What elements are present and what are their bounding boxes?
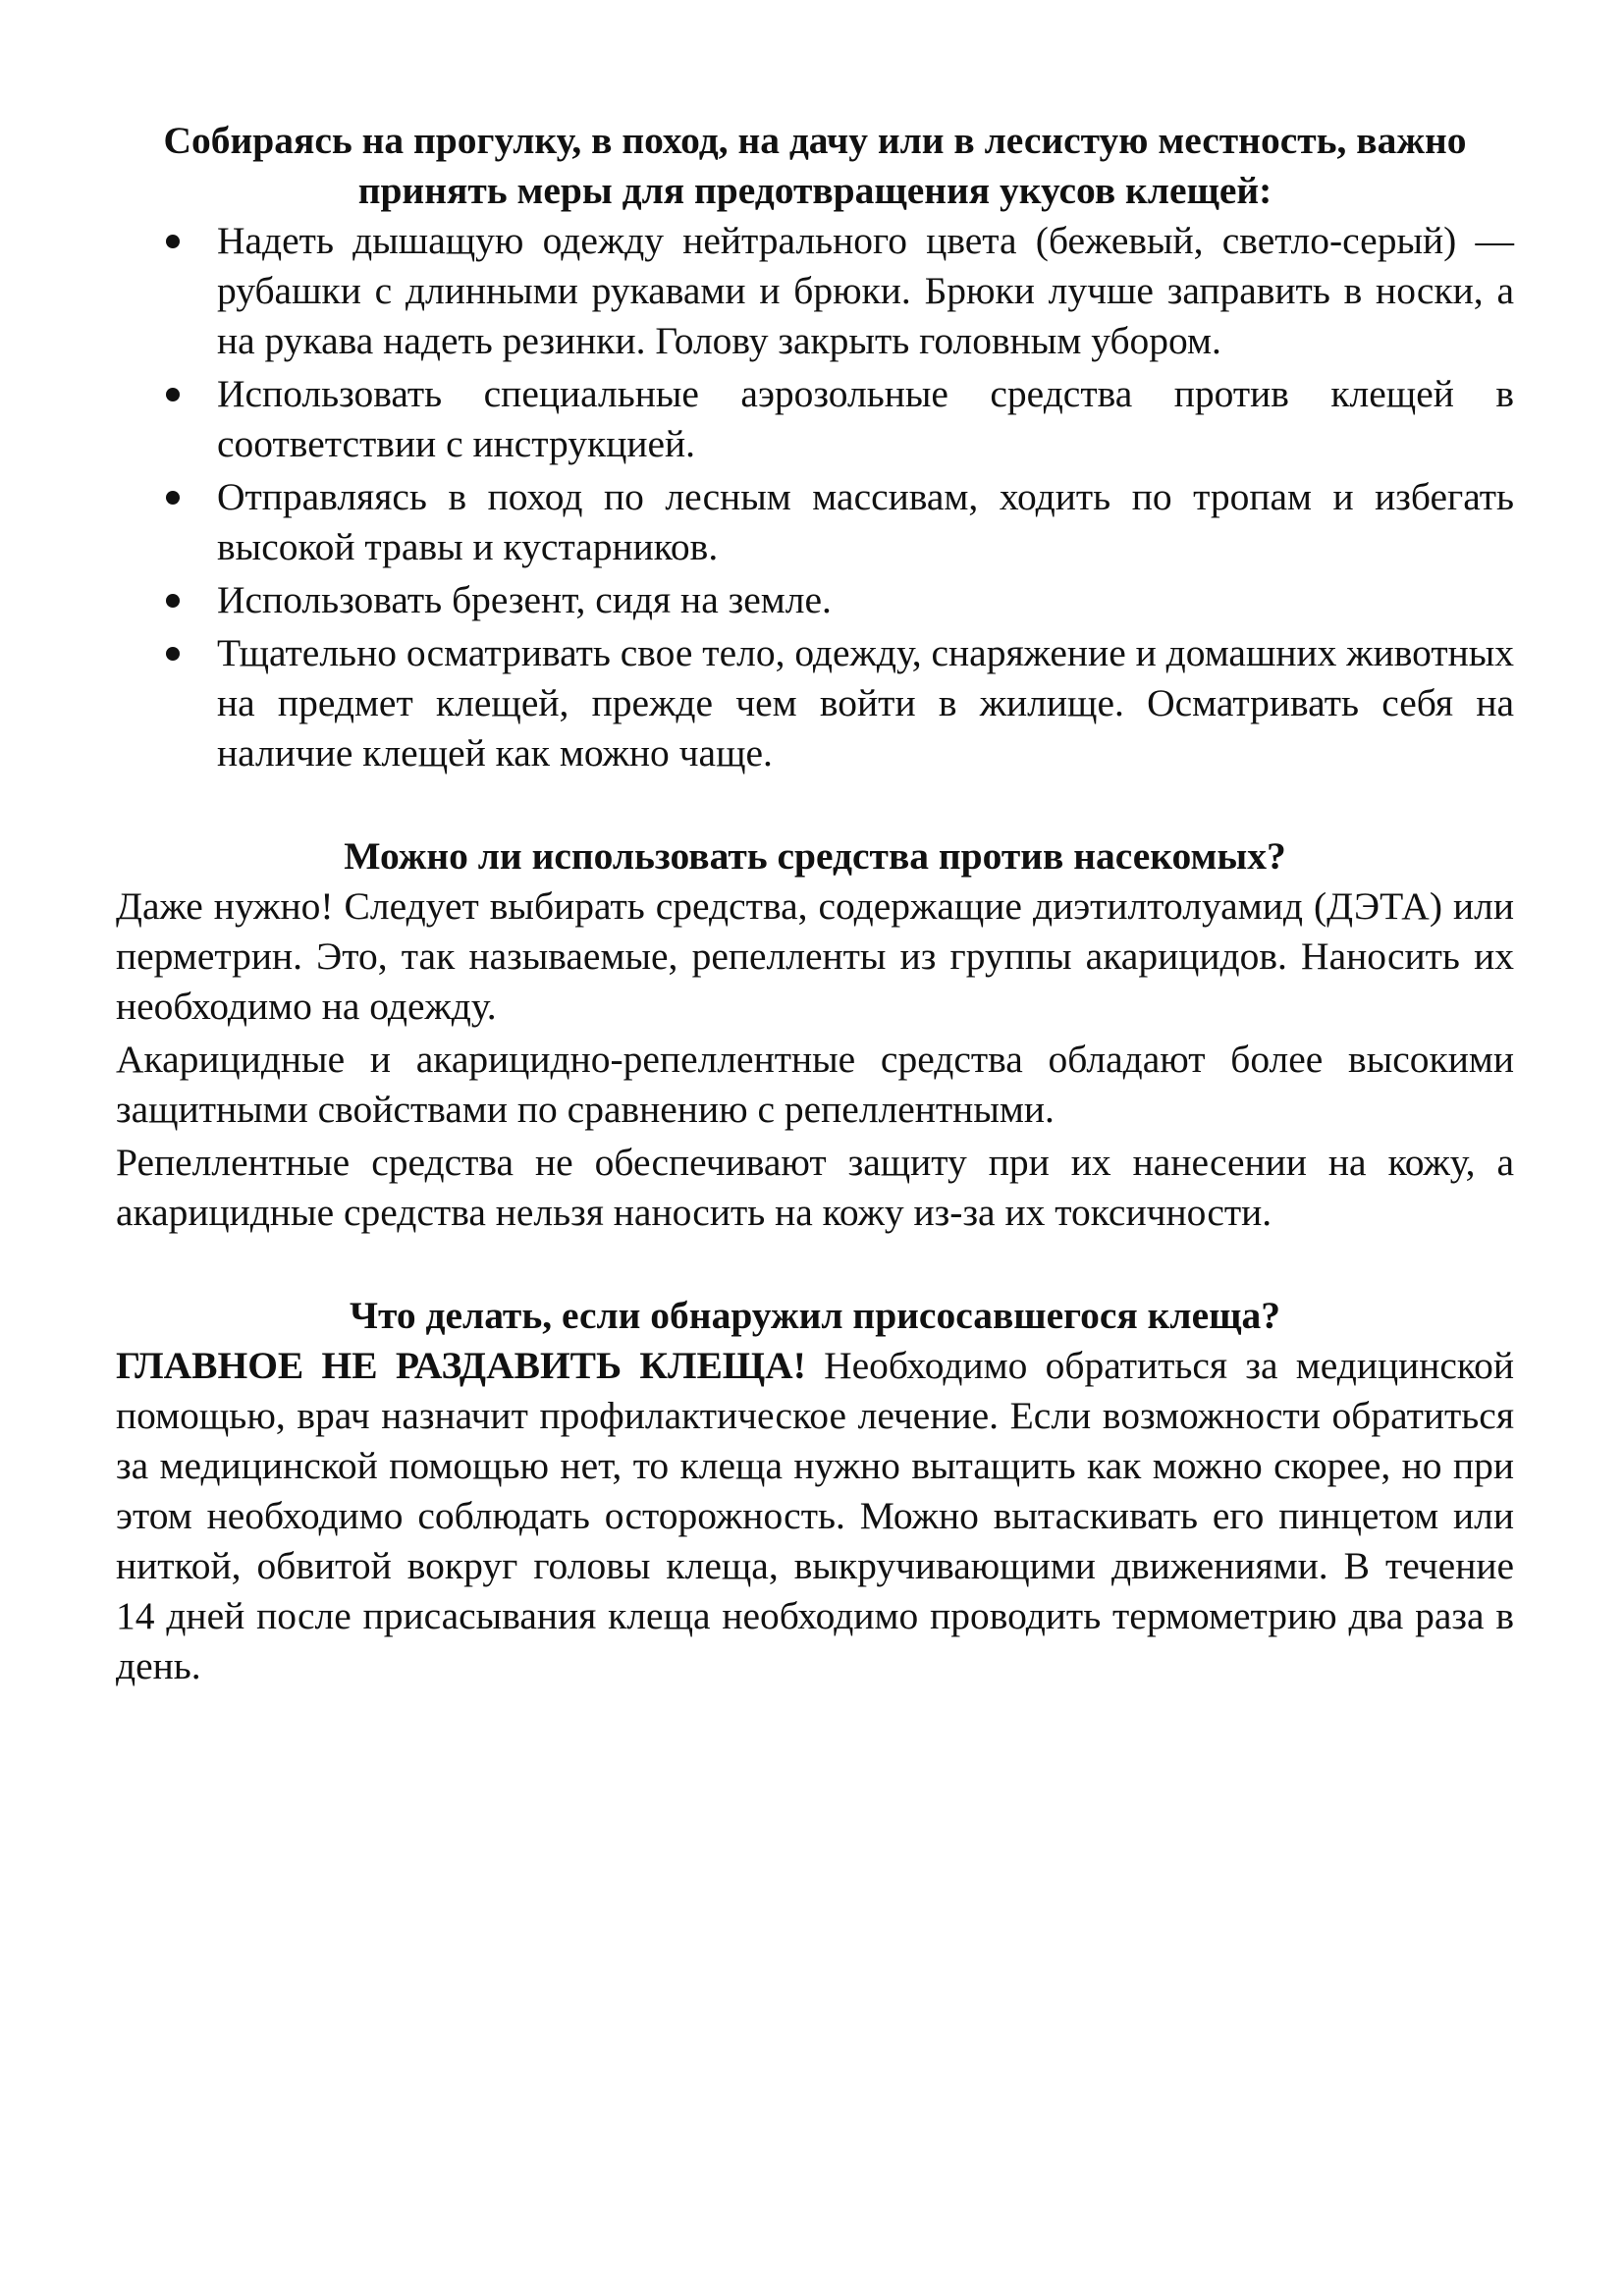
paragraph: Даже нужно! Следует выбирать средства, содержащие диэтилтолуамид (ДЭТА) или перметрин. Это, так называемые, репелленты из группы акарицидов. Наносить их необходимо на одежду. <box>116 884 1514 1028</box>
list-item-text: Надеть дышащую одежду нейтрального цвета (бежевый, светло-серый) — рубашки с длинными рукавами и брюки. Брюки лучше заправить в носки, а на рукава надеть резинки. Голову закрыть головным убором. <box>217 219 1514 362</box>
list-item <box>116 216 1514 366</box>
bullet-icon <box>166 647 180 661</box>
section-spacer <box>116 781 1514 831</box>
paragraph-text: Необходимо обратиться за медицинской помощью, врач назначит профилактическое лечение. Если возможности обратиться за медицинской помощью нет, то клеща нужно вытащить как можно скорее, но при этом необходимо соблюдать осторожность. Можно вытаскивать его пинцетом или ниткой, обвитой вокруг головы клеща, выкручивающими движениями. В течение 14 дней после присасывания клеща необходимо проводить термометрию два раза в день. <box>116 1344 1515 1687</box>
document-page <box>116 116 1514 1694</box>
list-item-text: Тщательно осматривать свое тело, одежду, снаряжение и домашних животных на предмет клещей, прежде чем войти в жилище. Осматривать себя на наличие клещей как можно чаще. <box>217 631 1515 774</box>
section-heading-repellents: Можно ли использовать средства против насекомых? <box>344 834 1286 878</box>
list-item <box>116 472 1514 572</box>
prevention-list <box>116 216 1514 778</box>
list-item <box>116 369 1514 469</box>
list-item <box>116 575 1514 625</box>
list-item-text: Использовать брезент, сидя на земле. <box>217 578 832 621</box>
paragraph: Репеллентные средства не обеспечивают защиту при их нанесении на кожу, а акарицидные средства нельзя наносить на кожу из-за их токсичности. <box>116 1141 1514 1234</box>
bullet-icon <box>166 594 180 608</box>
section-heading-prevention: Собираясь на прогулку, в поход, на дачу или в лесистую местность, важно принять меры для предотвращения укусов клещей: <box>163 119 1467 212</box>
warning-lead-text: ГЛАВНОЕ НЕ РАЗДАВИТЬ КЛЕЩА! <box>116 1344 806 1387</box>
section-spacer <box>116 1241 1514 1291</box>
bullet-icon <box>166 235 180 248</box>
section-heading-tick-found: Что делать, если обнаружил присосавшегося клеща? <box>350 1294 1280 1337</box>
list-item-text: Использовать специальные аэрозольные средства против клещей в соответствии с инструкцией. <box>217 372 1514 465</box>
paragraph: Акарицидные и акарицидно-репеллентные средства обладают более высокими защитными свойствами по сравнению с репеллентными. <box>116 1038 1514 1131</box>
paragraph <box>116 1341 1514 1691</box>
bullet-icon <box>166 491 180 505</box>
bullet-icon <box>166 388 180 401</box>
list-item-text: Отправляясь в поход по лесным массивам, ходить по тропам и избегать высокой травы и кустарников. <box>217 475 1514 568</box>
list-item <box>116 628 1514 778</box>
